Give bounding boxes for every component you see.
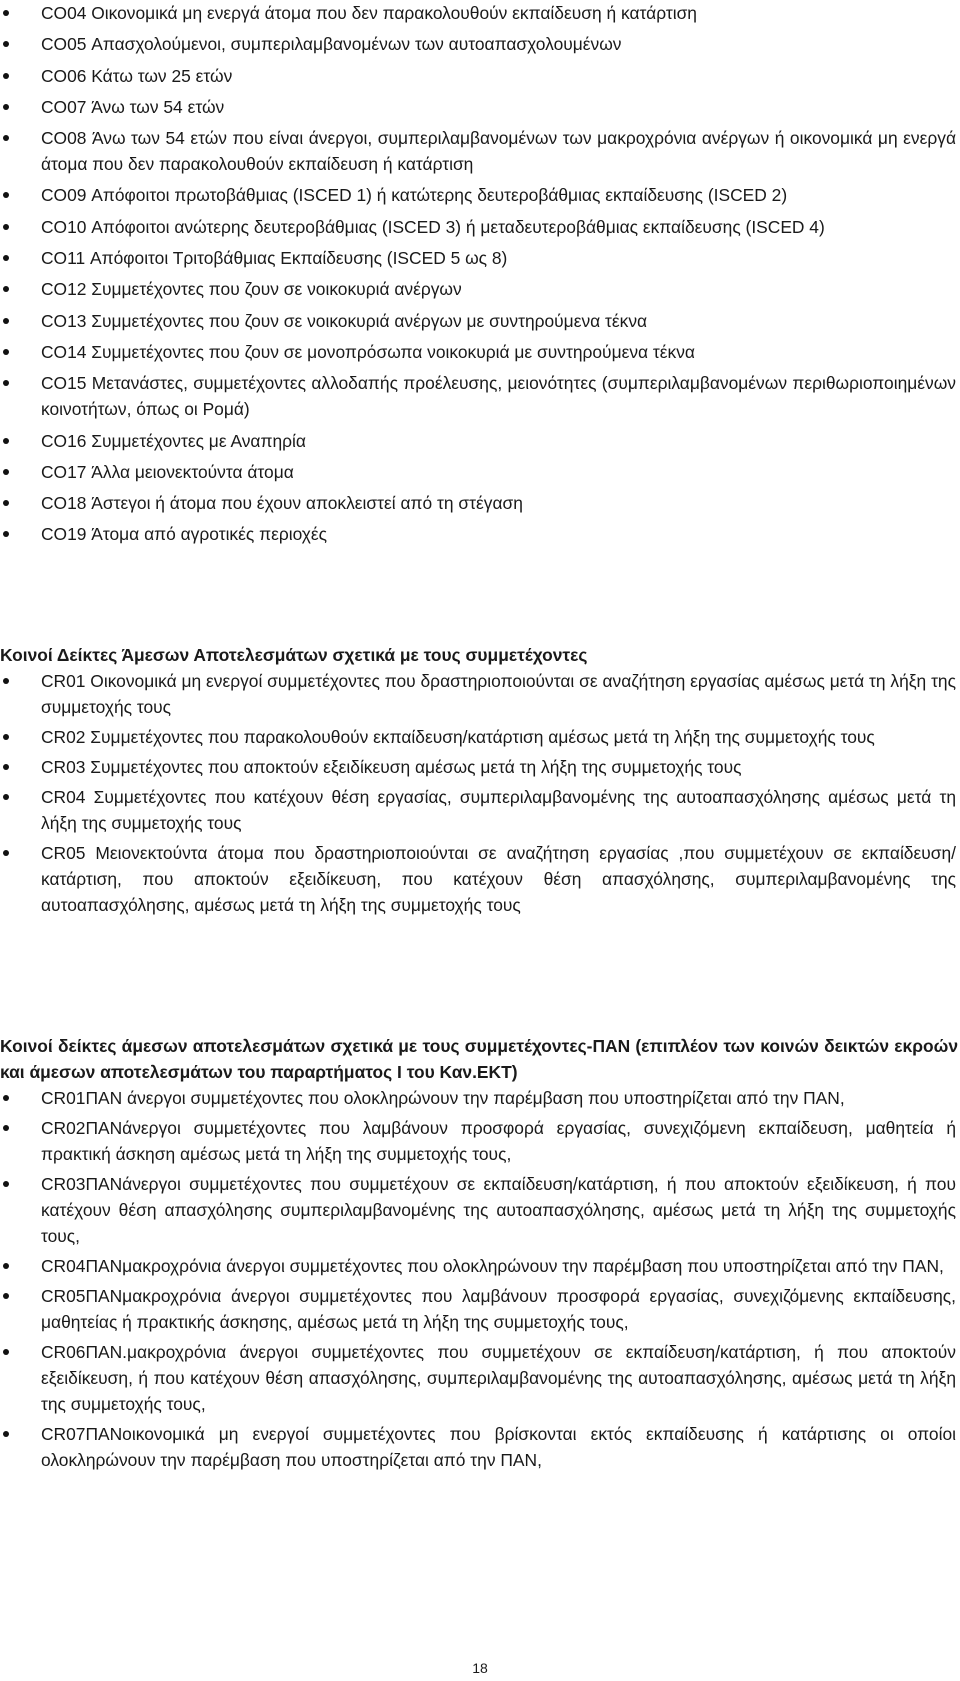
bullet-icon bbox=[3, 754, 13, 780]
result-indicators-list bbox=[0, 668, 960, 922]
bullet-icon bbox=[3, 308, 13, 334]
list-item bbox=[0, 276, 956, 302]
list-item bbox=[0, 428, 956, 454]
bullet-icon bbox=[3, 63, 13, 89]
bullet-icon bbox=[3, 339, 13, 365]
list-item-text: CR03ΠΑΝάνεργοι συμμετέχοντες που συμμετέχουν σε εκπαίδευση/κατάρτιση, ή που αποκτούν εξειδίκευση, ή που κατέχουν θέση απασχόλησης συμπεριλαμβανομένης της αυτοαπασχόλησης, αμέσως μετά τη λήξη της συμμετοχής τους, bbox=[41, 1174, 956, 1246]
bullet-icon bbox=[3, 1115, 13, 1141]
list-item-text: CR01 Οικονομικά μη ενεργοί συμμετέχοντες που δραστηριοποιούνται σε αναζήτηση εργασίας αμέσως μετά τη λήξη της συμμετοχής τους bbox=[41, 671, 956, 717]
list-item-text: CR04ΠΑΝμακροχρόνια άνεργοι συμμετέχοντες που ολοκληρώνουν την παρέμβαση που υποστηρίζεται από την ΠΑΝ, bbox=[41, 1256, 944, 1276]
list-item-text: CO15 Μετανάστες, συμμετέχοντες αλλοδαπής προέλευσης, μειονότητες (συμπεριλαμβανομένων περιθωριοποιημένων κοινοτήτων, όπως οι Ρομά) bbox=[41, 373, 956, 420]
list-item-text: CO08 Άνω των 54 ετών που είναι άνεργοι, συμπεριλαμβανομένων των μακροχρόνια ανέργων ή οικονομικά μη ενεργά άτομα που δεν παρακολουθούν εκπαίδευση ή κατάρτιση bbox=[41, 128, 956, 175]
list-item-text: CO12 Συμμετέχοντες που ζουν σε νοικοκυριά ανέργων bbox=[41, 279, 462, 300]
list-item bbox=[0, 182, 956, 208]
list-item bbox=[0, 63, 956, 89]
list-item bbox=[0, 1253, 956, 1279]
bullet-icon bbox=[3, 370, 13, 396]
bullet-icon bbox=[3, 521, 13, 547]
bullet-icon bbox=[3, 1339, 13, 1365]
bullet-icon bbox=[3, 214, 13, 240]
pan-result-indicators-list bbox=[0, 1085, 960, 1477]
list-item-text: CO17 Άλλα μειονεκτούντα άτομα bbox=[41, 461, 294, 482]
bullet-icon bbox=[3, 245, 13, 271]
bullet-icon bbox=[3, 94, 13, 120]
list-item-text: CO06 Κάτω των 25 ετών bbox=[41, 65, 233, 86]
list-item bbox=[0, 754, 956, 780]
list-item-text: CO04 Οικονομικά μη ενεργά άτομα που δεν παρακολουθούν εκπαίδευση ή κατάρτιση bbox=[41, 3, 697, 23]
list-item-text: CO05 Απασχολούμενοι, συμπεριλαμβανομένων των αυτοαπασχολουμένων bbox=[41, 34, 622, 55]
list-item bbox=[0, 125, 956, 177]
list-item bbox=[0, 1283, 956, 1335]
list-item-text: CO13 Συμμετέχοντες που ζουν σε νοικοκυριά ανέργων με συντηρούμενα τέκνα bbox=[41, 310, 648, 331]
list-item-text: CR02 Συμμετέχοντες που παρακολουθούν εκπαίδευση/κατάρτιση αμέσως μετά τη λήξη της συμμετοχής τους bbox=[41, 727, 875, 747]
list-item bbox=[0, 245, 956, 271]
list-item bbox=[0, 1421, 956, 1473]
list-item-text: CR02ΠΑΝάνεργοι συμμετέχοντες που λαμβάνουν προσφορά εργασίας, συνεχιζόμενη εκπαίδευση, μαθητεία ή πρακτική άσκηση αμέσως μετά τη λήξη της συμμετοχής τους, bbox=[41, 1118, 956, 1164]
list-item-text: CR03 Συμμετέχοντες που αποκτούν εξειδίκευση αμέσως μετά τη λήξη της συμμετοχής τους bbox=[41, 757, 742, 777]
list-item bbox=[0, 784, 956, 836]
list-item-text: CO16 Συμμετέχοντες με Αναπηρία bbox=[41, 430, 306, 451]
list-item-text: CO11 Απόφοιτοι Τριτοβάθμιας Εκπαίδευσης (ISCED 5 ως 8) bbox=[41, 248, 508, 269]
bullet-icon bbox=[3, 724, 13, 750]
bullet-icon bbox=[3, 1085, 13, 1111]
list-item-text: CR07ΠΑΝοικονομικά μη ενεργοί συμμετέχοντες που βρίσκονται εκτός εκπαίδευσης ή κατάρτισης οι οποίοι ολοκληρώνουν την παρέμβαση που υποστηρίζεται από την ΠΑΝ, bbox=[41, 1424, 956, 1470]
list-item-text: CO10 Απόφοιτοι ανώτερης δευτεροβάθμιας (ISCED 3) ή μεταδευτεροβάθμιας εκπαίδευσης (ISCED 4) bbox=[41, 216, 825, 237]
list-item-text: CR05 Μειονεκτούντα άτομα που δραστηριοποιούνται σε αναζήτηση εργασίας ,που συμμετέχουν σε εκπαίδευση/κατάρτιση, που αποκτούν εξειδίκευση, που κατέχουν θέση απασχόλησης, συμπεριλαμβανομένης της αυτοαπασχόλησης, αμέσως μετά τη λήξη της συμμετοχής τους bbox=[41, 843, 956, 915]
list-item bbox=[0, 668, 956, 720]
list-item bbox=[0, 1085, 956, 1111]
list-item-text: CR04 Συμμετέχοντες που κατέχουν θέση εργασίας, συμπεριλαμβανομένης της αυτοαπασχόλησης αμέσως μετά τη λήξη της συμμετοχής τους bbox=[41, 787, 956, 833]
list-item bbox=[0, 724, 956, 750]
list-item-text: CR06ΠΑΝ.μακροχρόνια άνεργοι συμμετέχοντες που συμμετέχουν σε εκπαίδευση/κατάρτιση, ή που αποκτούν εξειδίκευση, ή που κατέχουν θέση απασχόλησης, συμπεριλαμβανομένης της αυτοαπασχόλησης, αμέσως μετά τη λήξη της συμμετοχής τους, bbox=[41, 1342, 956, 1414]
bullet-icon bbox=[3, 125, 13, 151]
bullet-icon bbox=[3, 784, 13, 810]
list-item bbox=[0, 840, 956, 918]
page-number: 18 bbox=[472, 1660, 488, 1676]
bullet-icon bbox=[3, 1283, 13, 1309]
list-item bbox=[0, 31, 956, 57]
list-item bbox=[0, 1115, 956, 1167]
bullet-icon bbox=[3, 668, 13, 694]
bullet-icon bbox=[3, 182, 13, 208]
list-item bbox=[0, 490, 956, 516]
list-item bbox=[0, 1339, 956, 1417]
list-item bbox=[0, 214, 956, 240]
bullet-icon bbox=[3, 840, 13, 866]
bullet-icon bbox=[3, 276, 13, 302]
list-item bbox=[0, 0, 956, 26]
bullet-icon bbox=[3, 0, 13, 26]
list-item bbox=[0, 521, 956, 547]
bullet-icon bbox=[3, 459, 13, 485]
list-item bbox=[0, 459, 956, 485]
bullet-icon bbox=[3, 428, 13, 454]
list-item bbox=[0, 308, 956, 334]
list-item-text: CO09 Απόφοιτοι πρωτοβάθμιας (ISCED 1) ή κατώτερης δευτεροβάθμιας εκπαίδευσης (ISCED 2) bbox=[41, 185, 788, 206]
list-item bbox=[0, 94, 956, 120]
list-item-text: CR01ΠΑΝ άνεργοι συμμετέχοντες που ολοκληρώνουν την παρέμβαση που υποστηρίζεται από την ΠΑΝ, bbox=[41, 1088, 845, 1108]
bullet-icon bbox=[3, 1421, 13, 1447]
bullet-icon bbox=[3, 1171, 13, 1197]
list-item-text: CO07 Άνω των 54 ετών bbox=[41, 96, 225, 117]
list-item bbox=[0, 1171, 956, 1249]
list-item bbox=[0, 370, 956, 422]
bullet-icon bbox=[3, 490, 13, 516]
list-item bbox=[0, 339, 956, 365]
list-item-text: CR05ΠΑΝμακροχρόνια άνεργοι συμμετέχοντες που λαμβάνουν προσφορά εργασίας, συνεχιζόμενης εκπαίδευσης, μαθητείας ή πρακτικής άσκησης, αμέσως μετά τη λήξη της συμμετοχής τους, bbox=[41, 1286, 956, 1332]
section-heading-common-results: Κοινοί Δείκτες Άμεσων Αποτελεσμάτων σχετικά με τους συμμετέχοντες bbox=[0, 645, 588, 665]
output-indicators-list bbox=[0, 0, 960, 553]
bullet-icon bbox=[3, 1253, 13, 1279]
list-item-text: CO19 Άτομα από αγροτικές περιοχές bbox=[41, 524, 328, 545]
list-item-text: CO18 Άστεγοι ή άτομα που έχουν αποκλειστεί από τη στέγαση bbox=[41, 493, 523, 514]
section-heading-pan-results: Κοινοί δείκτες άμεσων αποτελεσμάτων σχετικά με τους συμμετέχοντες-ΠΑΝ (επιπλέον των κοινών δεικτών εκροών και άμεσων αποτελεσμάτων του παραρτήματος Ι του Καν.ΕΚΤ) bbox=[0, 1036, 958, 1082]
list-item-text: CO14 Συμμετέχοντες που ζουν σε μονοπρόσωπα νοικοκυριά με συντηρούμενα τέκνα bbox=[41, 341, 695, 362]
bullet-icon bbox=[3, 31, 13, 57]
